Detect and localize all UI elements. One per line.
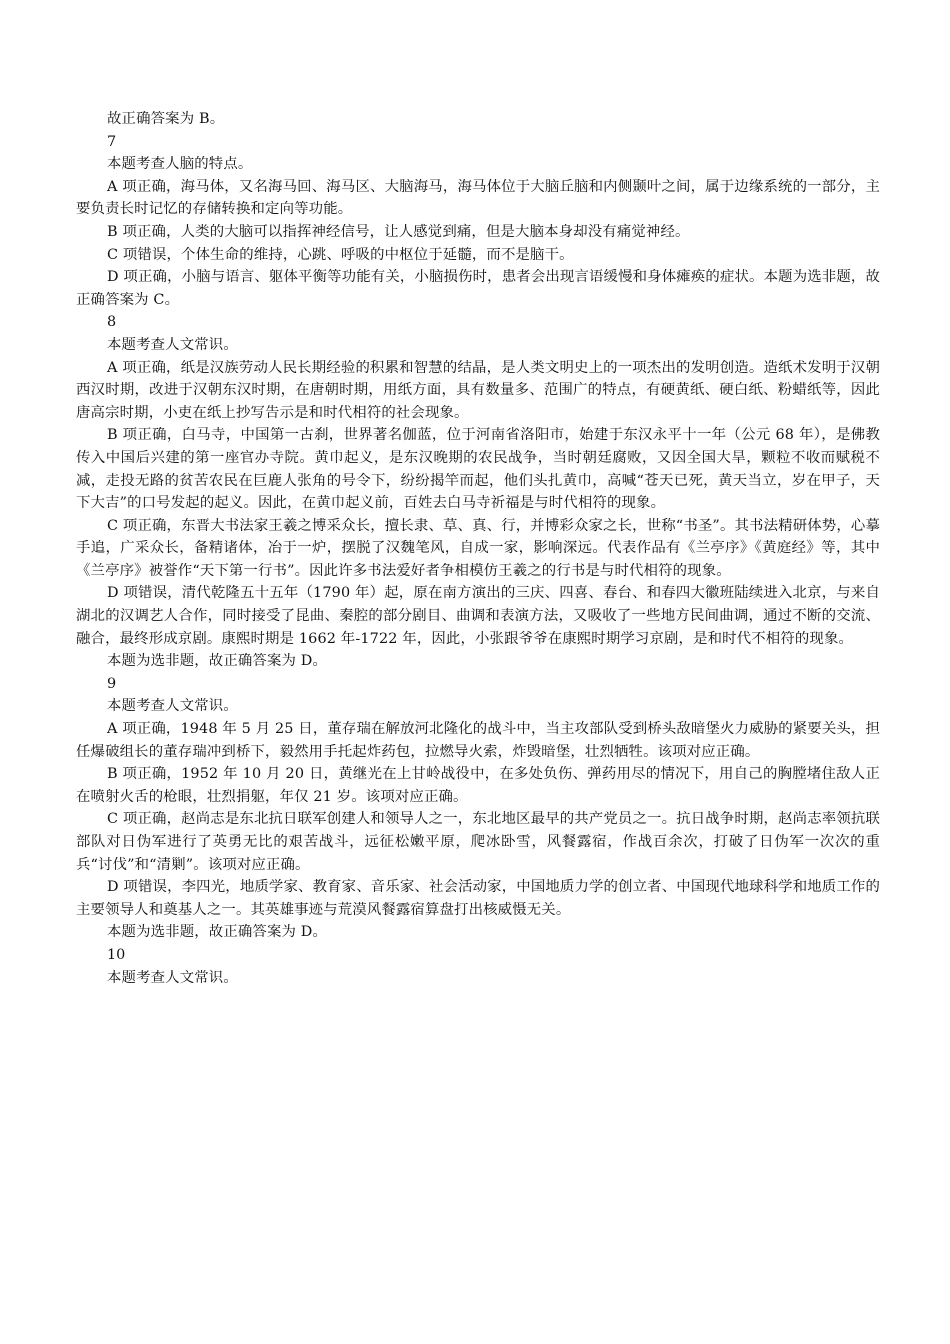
option-d-paragraph: D 项错误，清代乾隆五十五年（1790 年）起，原在南方演出的三庆、四喜、春台、和春四大徽班陆续进入北京，与来自湖北的汉调艺人合作，同时接受了昆曲、秦腔的部分剧目、曲调和表演方法，又吸收了一些地方民间曲调，通过不断的交流、融合，最终形成京剧。康熙时期是 1662 年-1722 年，因此，小张跟爷爷在康熙时期学习京剧，是和时代不相符的现象。 [76, 585, 880, 647]
question-number: 8 [107, 314, 117, 331]
answer-line: 本题为选非题，故正确答案为 D。 [107, 653, 327, 670]
option-c-paragraph: C 项错误，个体生命的维持，心跳、呼吸的中枢位于延髓，而不是脑干。 [107, 246, 574, 263]
question-number: 7 [107, 133, 117, 150]
answer-line: 本题为选非题，故正确答案为 D。 [107, 924, 327, 941]
question-number: 10 [107, 946, 126, 963]
document-body [76, 108, 880, 989]
topic-line: 本题考查人文常识。 [107, 969, 238, 986]
option-c-paragraph: C 项正确，赵尚志是东北抗日联军创建人和领导人之一，东北地区最早的共产党员之一。抗日战争时期，赵尚志率领抗联部队对日伪军进行了英勇无比的艰苦战斗，远征松嫩平原，爬冰卧雪，风餐露宿，作战百余次，打破了日伪军一次次的重兵“讨伐”和“清剿”。该项对应正确。 [76, 811, 880, 873]
option-b-paragraph: B 项正确，人类的大脑可以指挥神经信号，让人感觉到痛，但是大脑本身却没有痛觉神经。 [107, 223, 690, 240]
option-a-paragraph: A 项正确，海马体，又名海马回、海马区、大脑海马，海马体位于大脑丘脑和内侧颞叶之间，属于边缘系统的一部分，主要负责长时记忆的存储转换和定向等功能。 [76, 178, 880, 218]
option-b-paragraph: B 项正确，1952 年 10 月 20 日，黄继光在上甘岭战役中，在多处负伤、弹药用尽的情况下，用自己的胸膛堵住敌人正在喷射火舌的枪眼，壮烈捐躯，年仅 21 岁。该项对应正确。 [76, 766, 880, 805]
topic-line: 本题考查人文常识。 [107, 336, 238, 353]
answer-line: 故正确答案为 B。 [107, 111, 225, 127]
option-a-paragraph: A 项正确，1948 年 5 月 25 日，董存瑞在解放河北隆化的战斗中，当主攻部队受到桥头敌暗堡火力威胁的紧要关头，担任爆破组长的董存瑞冲到桥下，毅然用手托起炸药包，拉燃导火索，炸毁暗堡，壮烈牺牲。该项对应正确。 [76, 721, 880, 760]
topic-line: 本题考查人文常识。 [107, 698, 238, 715]
option-a-paragraph: A 项正确，纸是汉族劳动人民长期经验的积累和智慧的结晶，是人类文明史上的一项杰出的发明创造。造纸术发明于汉朝西汉时期，改进于汉朝东汉时期，在唐朝时期，用纸方面，具有数量多、范围广的特点，有硬黄纸、硬白纸、粉蜡纸等，因此唐高宗时期，小吏在纸上抄写告示是和时代相符的社会现象。 [76, 359, 880, 421]
option-d-paragraph: D 项错误，李四光，地质学家、教育家、音乐家、社会活动家，中国地质力学的创立者、中国现代地球科学和地质工作的主要领导人和奠基人之一。其英雄事迹与荒漠风餐露宿算盘打出核威慑无关。 [76, 879, 880, 918]
option-b-paragraph: B 项正确，白马寺，中国第一古刹，世界著名伽蓝，位于河南省洛阳市，始建于东汉永平十一年（公元 68 年），是佛教传入中国后兴建的第一座官办寺院。黄巾起义，是东汉晚期的农民战争，当时朝廷腐败，又因全国大旱，颗粒不收而赋税不减，走投无路的贫苦农民在巨鹿人张角的号令下，纷纷揭竿而起，他们头扎黄巾，高喊“苍天已死，黄天当立，岁在甲子，天下大吉”的口号发起的起义。因此，在黄巾起义前，百姓去白马寺祈福是与时代相符的现象。 [76, 427, 880, 512]
question-number: 9 [107, 675, 117, 692]
option-d-paragraph: D 项正确，小脑与语言、躯体平衡等功能有关，小脑损伤时，患者会出现言语缓慢和身体瘫痪的症状。本题为选非题，故正确答案为 C。 [76, 269, 880, 308]
topic-line: 本题考查人脑的特点。 [107, 156, 253, 173]
option-c-paragraph: C 项正确，东晋大书法家王羲之博采众长，擅长隶、草、真、行，并博彩众家之长，世称“书圣”。其书法精研体势，心摹手追，广采众长，备精诸体，冶于一炉，摆脱了汉魏笔风，自成一家，影响深远。代表作品有《兰亭序》《黄庭经》等，其中《兰亭序》被誉作“天下第一行书”。因此许多书法爱好者争相模仿王羲之的行书是与时代相符的现象。 [76, 517, 880, 579]
